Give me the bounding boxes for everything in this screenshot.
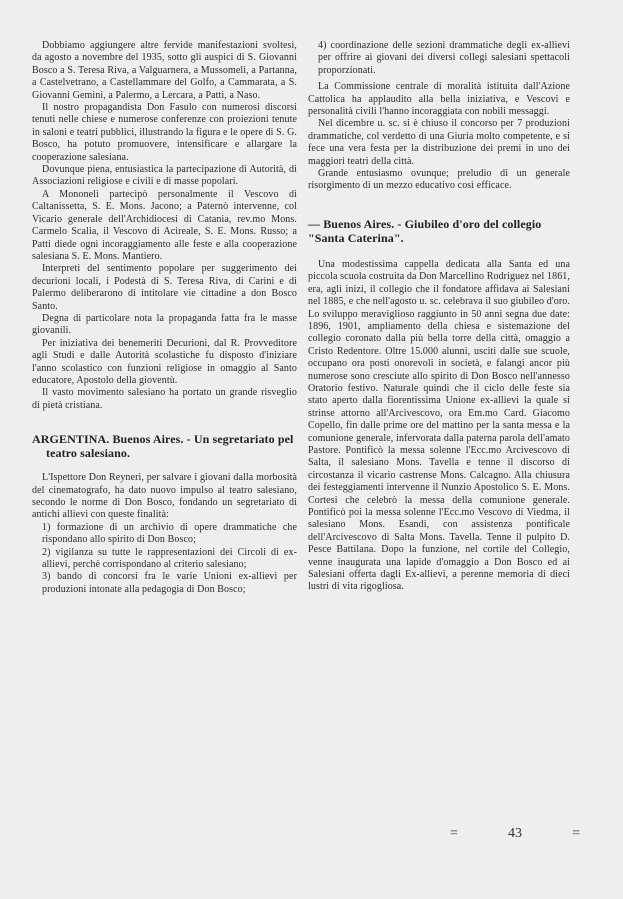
paragraph: Una modestissima cappella dedicata alla Santa ed una piccola scuola costruita da Don Marcellino Rodriguez nel 1861, era, agli inizi, il collegio che il fondatore affidava ai Salesiani nel 1885, e che nell'agosto u. sc. celebrava il suo giubileo d'oro. Lo sviluppo meraviglioso raggiunto in 50 anni segna due date: 1896, 1901, ampliamento della chiesa e sistemazione del collegio coronato dalla più bella torre della città, omaggio a Cristo Redentore. Oltre 15.000 alunni, usciti dalle sue scuole, occupano ora posti onorevoli in società, e falangi ancor più numerose sono cresciute allo spirito di Don Bosco nell'annesso Oratorio festivo. Naturale quindi che il ciclo delle feste sia stato aperto dalla fiorentissima Unione ex-allievi la quale si strinse attorno all'Arcivescovo, ora Em.mo Card. Giacomo Copello, fin dalle prime ore del mattino per la santa messa e la comunione generale, infervorata dalla paterna parola dell'amato Pastore. Pontificò la messa solenne l'Ecc.mo Arcivescovo di Salta, il salesiano Mons. Tavella e tenne il discorso di circostanza il vicario castrense Mons. Calcagno. Alla chiusura dei festeggiamenti intervenne il Nunzio Apostolico S. E. Mons. Cortesi che celebrò la messa della comunione generale. Pontificò poi la messa solenne l'Ecc.mo Vescovo di Viedma, il salesiano Mons. Esandi, con assistenza pontificale dell'Arcivescovo di Salta Mons. Tavella. Tenne il pulpito D. Pesce Battilana. Dopo la funzione, nel cortile del Collegio, venne inaugurata una lapide d'omaggio a Don Bosco ed ai Salesiani offerta dagli Ex-allievi, a perenne memoria di dieci lustri di vita rigogliosa.	[308, 258, 570, 593]
list-item: 1) formazione di un archivio di opere drammatiche che rispondano allo spirito di Don Bosco;	[42, 521, 297, 546]
aims-list-continued	[308, 40, 570, 77]
list-item: 3) bando di concorsi fra le varie Unioni ex-allievi per produzioni intonate alla pedagogia di Don Bosco;	[42, 571, 297, 595]
paragraph: Dovunque piena, entusiastica la partecipazione di Autorità, di Associazioni religiose e civili e di masse popolari.	[32, 164, 297, 188]
left-column	[32, 40, 297, 596]
list-item: 2) vigilanza su tutte le rappresentazioni dei Circoli di ex-allievi, perchè corrispondano al criterio salesiano;	[42, 546, 297, 571]
paragraph: Per iniziativa dei benemeriti Decurioni, dal R. Provveditore agli Studi e dalle Autorità scolastiche fu disposto d'iniziare l'anno scolastico con funzioni religiose in omaggio al Santo educatore, Apostolo della gioventù.	[32, 337, 297, 386]
paragraph: L'Ispettore Don Reyneri, per salvare i giovani dalla morbosità del cinematografo, ha dato nuovo impulso al teatro salesiano, secondo le norme di Don Bosco, fondando un segretariato di antichi allievi con queste finalità:	[32, 472, 297, 521]
paragraph: A Mononeli partecipò personalmente il Vescovo di Caltanissetta, S. E. Mons. Jacono; a Paternò intervenne, col Vicario generale dell'Archidiocesi di Catania, rev.mo Mons. Carmelo Scalia, il Vescovo di Acireale, S. E. Mons. Russo; a Patti diede ogni incoraggiamento alle feste e alla cooperazione salesiana S. E. Mons. Mantiero.	[32, 188, 297, 262]
paragraph: Degna di particolare nota la propaganda fatta fra le masse giovanili.	[32, 312, 297, 337]
page-footer	[450, 826, 580, 842]
ornament-right: =	[572, 826, 580, 841]
paragraph: Il vasto movimento salesiano ha portato un grande risveglio di pietà cristiana.	[32, 387, 297, 411]
paragraph: Nel dicembre u. sc. si è chiuso il concorso per 7 produzioni drammatiche, col verdetto di una Giuria molto competente, e si fece una vera festa per la distribuzione dei premi in uno dei maggiori teatri della città.	[308, 118, 570, 167]
right-column	[308, 40, 570, 594]
paragraph: La Commissione centrale di moralità istituita dall'Azione Cattolica ha applaudito alla bella iniziativa, e Vescovi e personalità civili l'hanno incoraggiata con nobili messaggi.	[308, 81, 570, 118]
paragraph: Il nostro propagandista Don Fasulo con numerosi discorsi tenuti nelle chiese e numerose conferenze con proiezioni tenute in saloni e teatri pubblici, illustrando la figura e le opere di S. G. Bosco, ha potuto promuovere, intensificare e allargare la cooperazione salesiana.	[32, 102, 297, 163]
section-heading-giubileo: — Buenos Aires. - Giubileo d'oro del collegio "Santa Caterina".	[308, 216, 542, 245]
section-heading-argentina: ARGENTINA. Buenos Aires. - Un segretariato pel teatro salesiano.	[32, 432, 294, 461]
list-item: 4) coordinazione delle sezioni drammatiche degli ex-allievi per offrire ai giovani dei diversi collegi salesiani spettacoli proporzionati.	[318, 40, 570, 76]
paragraph: Grande entusiasmo ovunque; preludio di un generale risorgimento di un mezzo educativo così efficace.	[308, 168, 570, 192]
aims-list	[32, 522, 297, 596]
paragraph: Interpreti del sentimento popolare per suggerimento dei decurioni locali, i Podestà di S. Teresa Riva, di Carini e di Palermo deliberarono di intitolare vie cittadine a don Bosco Santo.	[32, 263, 297, 312]
ornament-left: =	[450, 826, 458, 841]
paragraph: Dobbiamo aggiungere altre fervide manifestazioni svoltesi, da agosto a novembre del 1935, sotto gli auspici di S. Giovanni Bosco a S. Teresa Riva, a Valguarnera, a Mussomeli, a Partanna, a Castelvetrano, a Castellammare del Golfo, a Cammarata, a S. Giovanni Gemini, a Palermo, a Lercara, a Patti, a Naso.	[32, 40, 297, 101]
page-number: 43	[508, 826, 522, 841]
